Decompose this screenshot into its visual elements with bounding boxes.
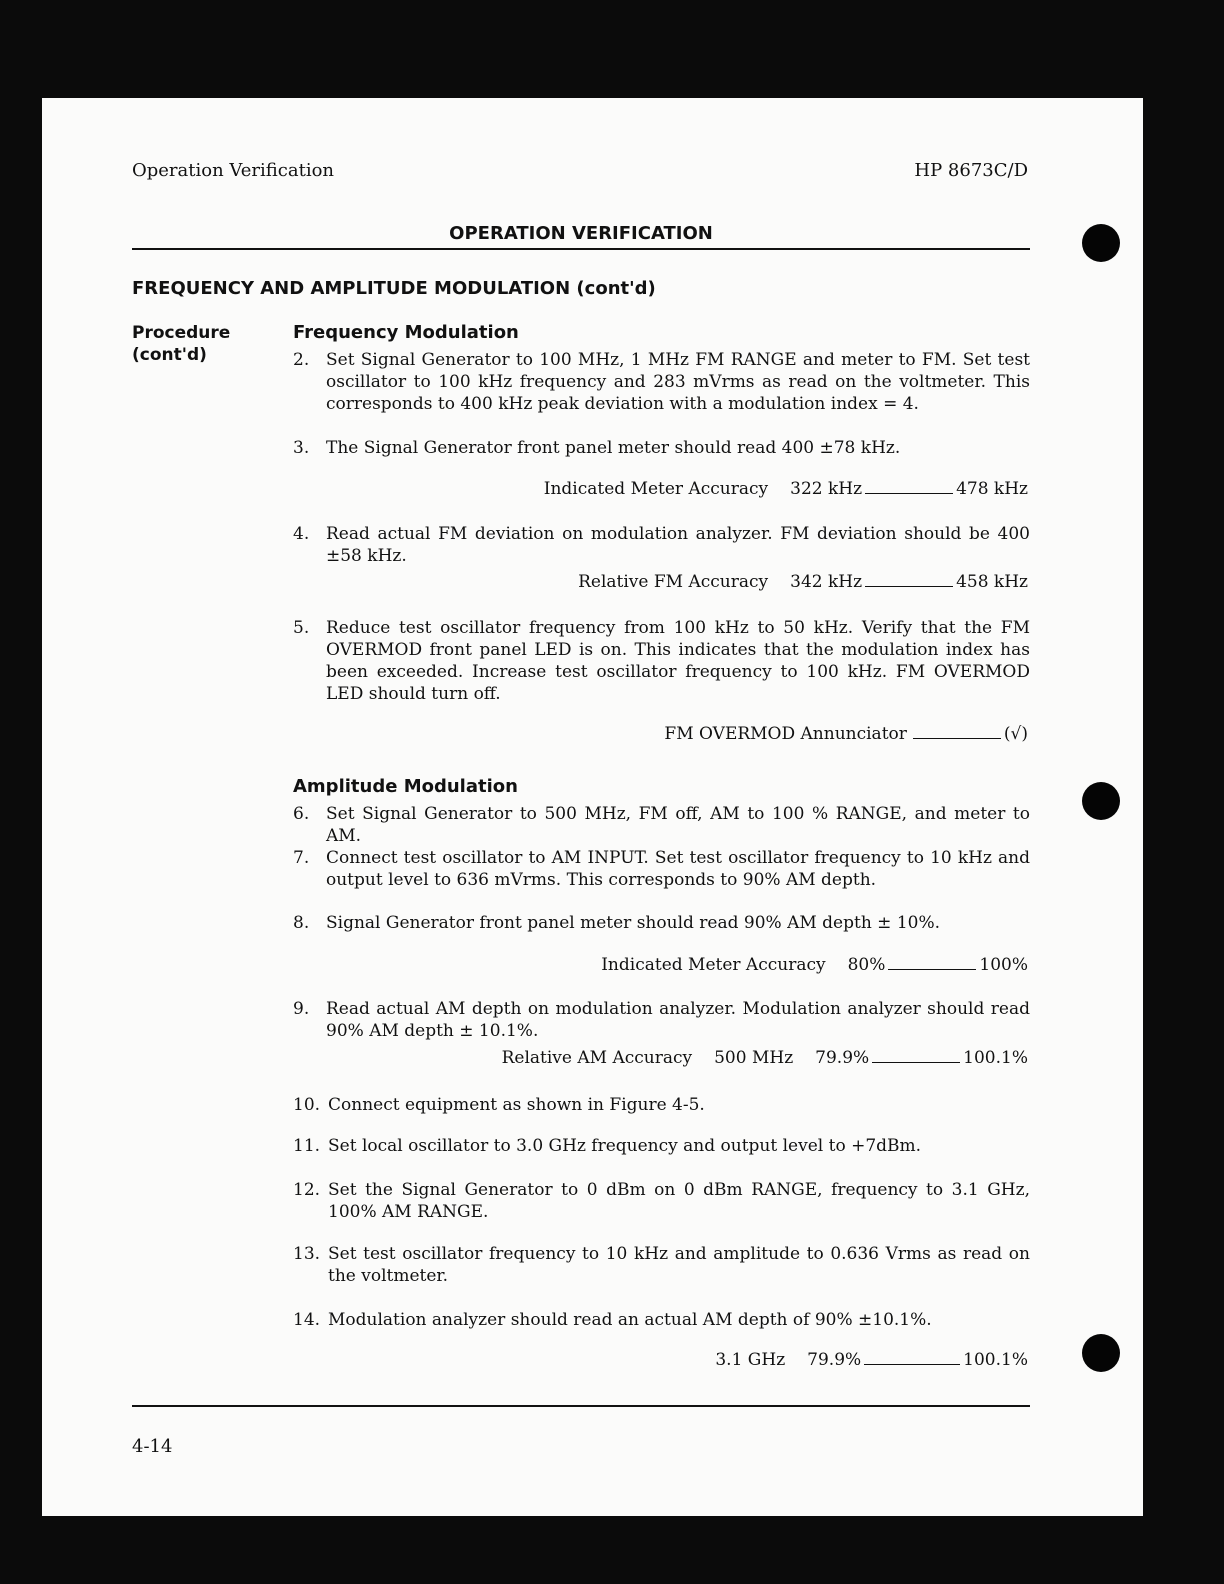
step-text: Set Signal Generator to 100 MHz, 1 MHz FM RANGE and meter to FM. Set test oscillator to 100 kHz frequency and 283 mVrms as read on the voltmeter. This corresponds to 400 kHz peak deviation with a modulation index = 4. [326, 350, 1030, 414]
step-text: Set Signal Generator to 500 MHz, FM off, AM to 100 % RANGE, and meter to AM. [326, 804, 1030, 846]
binder-hole [1082, 1334, 1120, 1372]
entry-blank [865, 585, 953, 587]
step-number: 14. [293, 1310, 321, 1330]
check-max: 100.1% [963, 1350, 1028, 1370]
check-min: 79.9% [815, 1048, 870, 1068]
entry-blank [888, 968, 976, 970]
check-qualifier: 3.1 GHz [715, 1350, 786, 1370]
check-min: 342 kHz [790, 572, 863, 592]
step-text: Modulation analyzer should read an actual AM depth of 90% ±10.1%. [328, 1310, 932, 1330]
checkoff-line [544, 479, 1028, 499]
step-text: Reduce test oscillator frequency from 100 kHz to 50 kHz. Verify that the FM OVERMOD front panel LED is on. This indicates that the modulation index has been exceeded. Increase test oscillator frequency to 100 kHz. FM OVERMOD LED should turn off. [326, 618, 1030, 704]
check-min: 322 kHz [790, 479, 863, 499]
procedure-label [132, 322, 230, 366]
entry-blank [864, 1363, 960, 1365]
step-item [293, 1309, 1030, 1331]
step-text: Connect test oscillator to AM INPUT. Set test oscillator frequency to 10 kHz and output level to 636 mVrms. This corresponds to 90% AM depth. [326, 848, 1030, 890]
entry-blank [872, 1061, 960, 1063]
step-number: 10. [293, 1095, 321, 1115]
step-number: 11. [293, 1136, 321, 1156]
procedure-label-line2: (cont'd) [132, 345, 207, 365]
check-max: 458 kHz [956, 572, 1028, 592]
step-number: 7. [293, 848, 310, 868]
step-item [293, 847, 1030, 891]
entry-blank [913, 737, 1001, 739]
step-number: 9. [293, 999, 310, 1019]
checkoff-line [601, 955, 1028, 975]
binder-hole [1082, 782, 1120, 820]
step-number: 12. [293, 1180, 321, 1200]
binder-hole [1082, 224, 1120, 262]
step-text: Read actual FM deviation on modulation analyzer. FM deviation should be 400 ±58 kHz. [326, 524, 1030, 566]
page-title: OPERATION VERIFICATION [449, 223, 713, 244]
step-item [293, 1094, 1030, 1116]
check-label: Indicated Meter Accuracy [601, 955, 826, 975]
step-text: Signal Generator front panel meter should read 90% AM depth ± 10%. [326, 913, 941, 933]
step-item [293, 349, 1030, 415]
step-item [293, 803, 1030, 847]
check-label: FM OVERMOD Annunciator [664, 724, 907, 744]
step-text: Read actual AM depth on modulation analyzer. Modulation analyzer should read 90% AM depth ± 10.1%. [326, 999, 1030, 1041]
section-heading: FREQUENCY AND AMPLITUDE MODULATION (cont'd) [132, 278, 656, 299]
page-number: 4-14 [132, 1436, 173, 1457]
step-number: 5. [293, 618, 310, 638]
step-item [293, 617, 1030, 705]
running-header-left: Operation Verification [132, 160, 335, 181]
step-item [293, 523, 1030, 567]
step-text: The Signal Generator front panel meter should read 400 ±78 kHz. [326, 438, 901, 458]
check-max: 100% [979, 955, 1028, 975]
checkoff-line [715, 1350, 1028, 1370]
am-heading: Amplitude Modulation [293, 776, 518, 797]
step-item [293, 1135, 1030, 1157]
check-label: Relative FM Accuracy [578, 572, 769, 592]
step-item [293, 998, 1030, 1042]
footer-rule [132, 1405, 1030, 1407]
step-number: 3. [293, 438, 310, 458]
step-item [293, 437, 1030, 459]
fm-heading: Frequency Modulation [293, 322, 519, 343]
check-mark: (√) [1003, 724, 1028, 744]
document-page [42, 98, 1143, 1516]
check-label: Relative AM Accuracy [501, 1048, 693, 1068]
checkoff-line [502, 1048, 1028, 1068]
entry-blank [865, 492, 953, 494]
step-number: 4. [293, 524, 310, 544]
step-number: 13. [293, 1244, 321, 1264]
step-text: Set local oscillator to 3.0 GHz frequency and output level to +7dBm. [328, 1136, 922, 1156]
step-text: Set test oscillator frequency to 10 kHz and amplitude to 0.636 Vrms as read on the voltmeter. [328, 1244, 1030, 1286]
running-header-right: HP 8673C/D [914, 160, 1028, 181]
checkoff-line [578, 572, 1028, 592]
check-label: Indicated Meter Accuracy [543, 479, 769, 499]
step-item [293, 912, 1030, 934]
step-number: 2. [293, 350, 310, 370]
check-min: 79.9% [807, 1350, 862, 1370]
step-text: Set the Signal Generator to 0 dBm on 0 dBm RANGE, frequency to 3.1 GHz, 100% AM RANGE. [328, 1180, 1030, 1222]
check-max: 478 kHz [956, 479, 1028, 499]
step-number: 6. [293, 804, 310, 824]
check-min: 80% [847, 955, 886, 975]
step-number: 8. [293, 913, 310, 933]
title-rule [132, 248, 1030, 250]
checkoff-line [664, 724, 1028, 744]
check-max: 100.1% [963, 1048, 1028, 1068]
check-qualifier: 500 MHz [714, 1048, 794, 1068]
step-item [293, 1243, 1030, 1287]
step-item [293, 1179, 1030, 1223]
procedure-label-line1: Procedure [132, 323, 231, 343]
step-text: Connect equipment as shown in Figure 4-5. [328, 1095, 705, 1115]
